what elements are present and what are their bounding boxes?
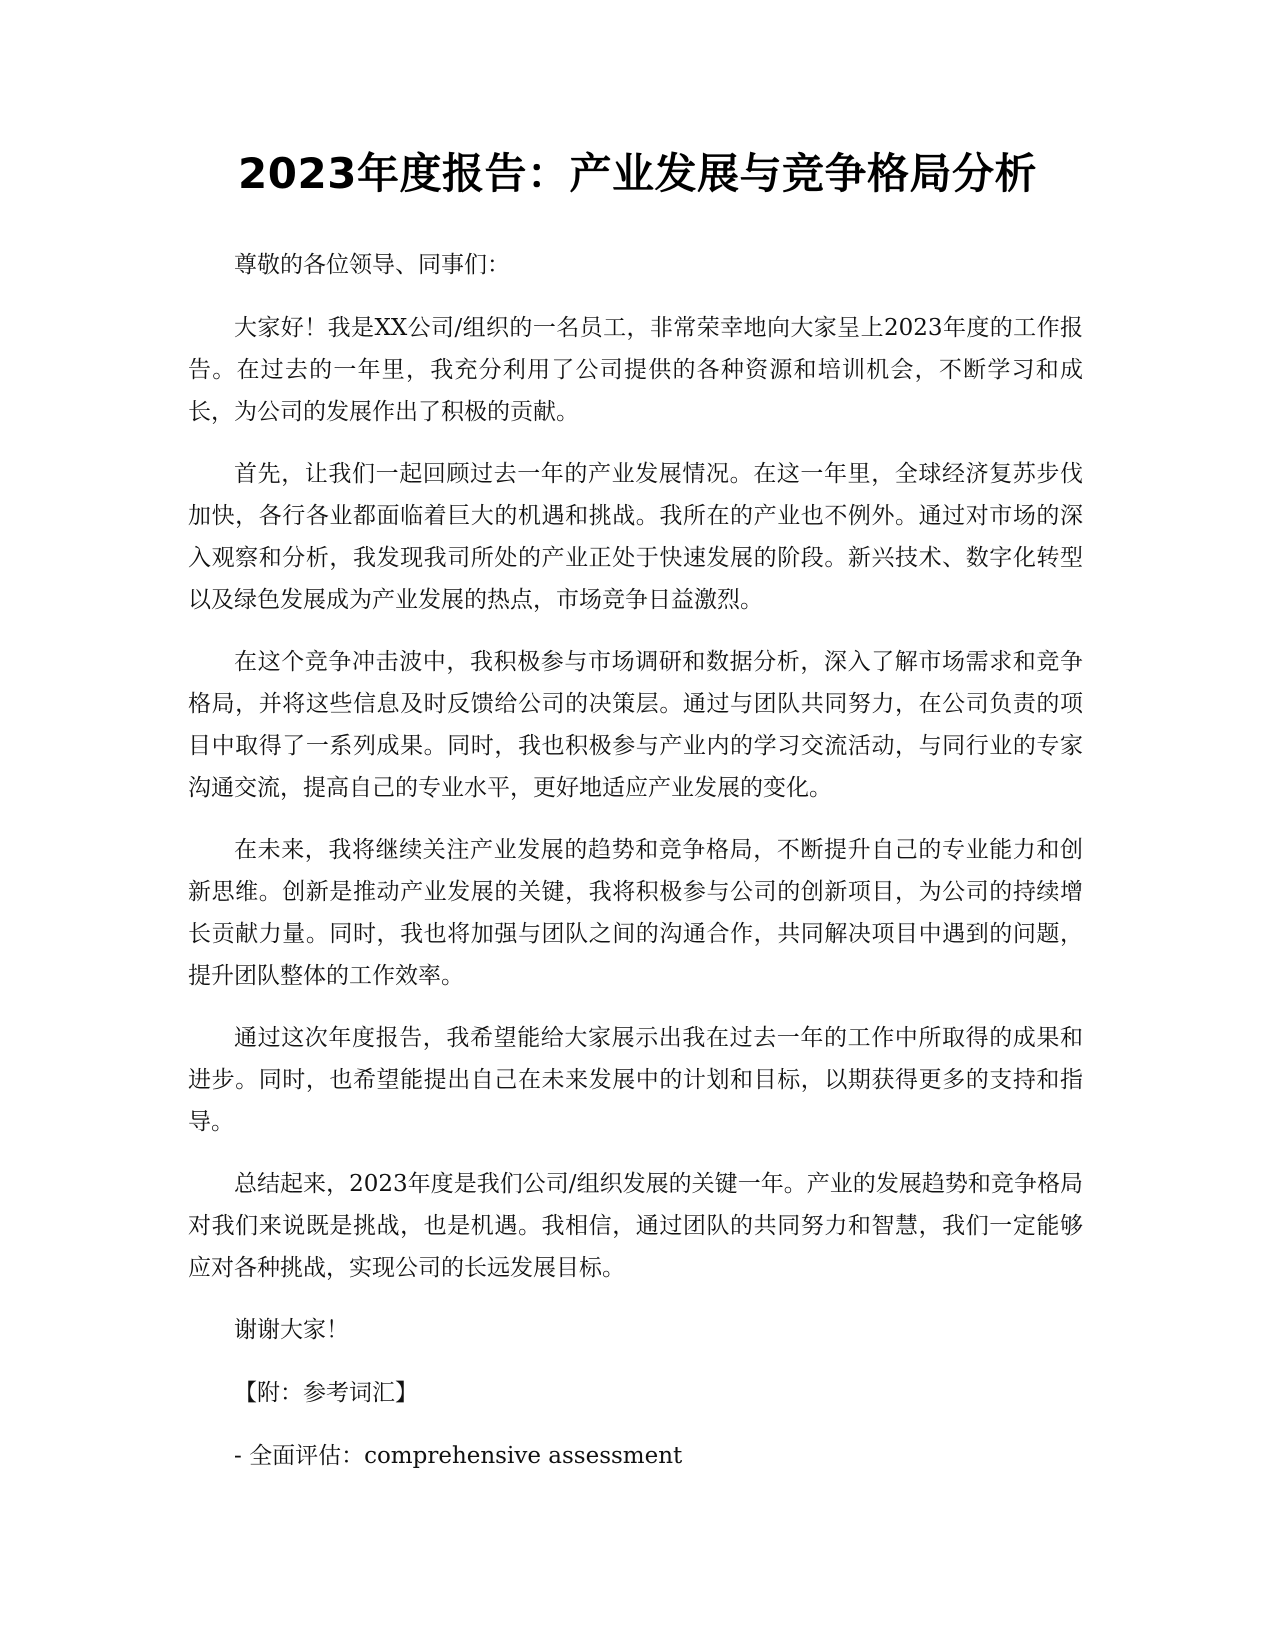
vocabulary-item: - 全面评估：comprehensive assessment — [234, 1443, 683, 1469]
intro-paragraph: 大家好！我是XX公司/组织的一名员工，非常荣幸地向大家呈上2023年度的工作报告。在过去的一年里，我充分利用了公司提供的各种资源和培训机会，不断学习和成长，为公司的发展作出了积极的贡献。 — [188, 315, 1083, 425]
report-purpose-paragraph: 通过这次年度报告，我希望能给大家展示出我在过去一年的工作中所取得的成果和进步。同时，也希望能提出自己在未来发展中的计划和目标，以期获得更多的支持和指导。 — [188, 1025, 1083, 1135]
document-body — [188, 244, 1083, 1498]
competition-paragraph: 在这个竞争冲击波中，我积极参与市场调研和数据分析，深入了解市场需求和竞争格局，并将这些信息及时反馈给公司的决策层。通过与团队共同努力，在公司负责的项目中取得了一系列成果。同时，我也积极参与产业内的学习交流活动，与同行业的专家沟通交流，提高自己的专业水平，更好地适应产业发展的变化。 — [188, 649, 1083, 801]
summary-paragraph: 总结起来，2023年度是我们公司/组织发展的关键一年。产业的发展趋势和竞争格局对我们来说既是挑战，也是机遇。我相信，通过团队的共同努力和智慧，我们一定能够应对各种挑战，实现公司的长远发展目标。 — [188, 1171, 1083, 1281]
future-plan-paragraph: 在未来，我将继续关注产业发展的趋势和竞争格局，不断提升自己的专业能力和创新思维。创新是推动产业发展的关键，我将积极参与公司的创新项目，为公司的持续增长贡献力量。同时，我也将加强与团队之间的沟通合作，共同解决项目中遇到的问题，提升团队整体的工作效率。 — [188, 837, 1083, 989]
appendix-heading: 【附：参考词汇】 — [234, 1380, 418, 1406]
document-title: 2023年度报告：产业发展与竞争格局分析 — [238, 149, 1037, 198]
industry-review-paragraph: 首先，让我们一起回顾过去一年的产业发展情况。在这一年里，全球经济复苏步伐加快，各行各业都面临着巨大的机遇和挑战。我所在的产业也不例外。通过对市场的深入观察和分析，我发现我司所处的产业正处于快速发展的阶段。新兴技术、数字化转型以及绿色发展成为产业发展的热点，市场竞争日益激烈。 — [188, 461, 1083, 613]
thanks-paragraph: 谢谢大家！ — [234, 1317, 349, 1343]
salutation-paragraph: 尊敬的各位领导、同事们： — [234, 252, 510, 278]
